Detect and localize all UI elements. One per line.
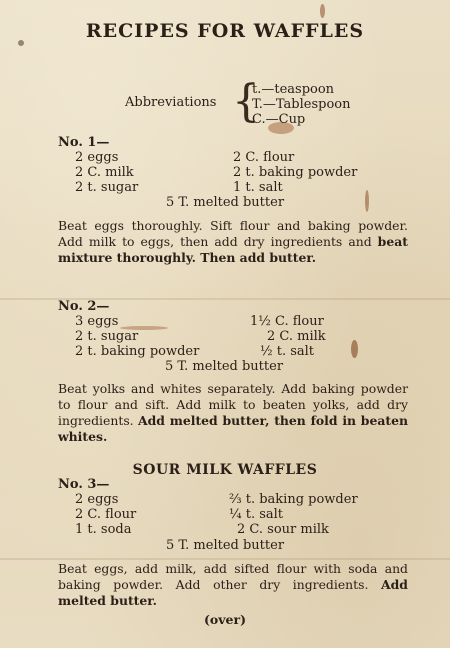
ingredient: 2 t. sugar	[75, 329, 139, 344]
section-heading: SOUR MILK WAFFLES	[132, 462, 318, 478]
fold-crease	[0, 558, 450, 560]
recipe-number: No. 2—	[58, 299, 110, 314]
abbreviation-item: T.—Tablespoon	[252, 97, 351, 112]
recipe-number: No. 3—	[58, 477, 110, 492]
ingredient: 2 t. baking powder	[75, 344, 200, 359]
ingredient: ⅔ t. baking powder	[229, 492, 358, 507]
ingredient: 2 t. baking powder	[233, 165, 358, 180]
ingredient: ½ t. salt	[260, 344, 315, 359]
ingredient: 2 C. milk	[267, 329, 326, 344]
ink-stain	[365, 190, 369, 212]
abbreviation-item: C.—Cup	[252, 112, 306, 127]
ingredient: 2 t. sugar	[75, 180, 139, 195]
instructions-bold-text: Add melted butter, then fold in beaten whites.	[58, 413, 408, 444]
abbreviation-item: t.—teaspoon	[252, 82, 335, 97]
instructions-text: Beat eggs, add milk, add sifted flour with soda and baking powder. Add other dry ingredients.	[58, 561, 408, 592]
brace-icon: {	[232, 76, 260, 127]
ingredient: 1 t. salt	[233, 180, 283, 195]
abbreviations-label: Abbreviations	[125, 95, 217, 110]
instructions-text: Beat yolks and whites separately. Add baking powder to flour and sift. Add milk to beaten yolks, add dry ingredients.	[58, 381, 408, 428]
ingredient: 2 eggs	[75, 150, 119, 165]
ink-stain	[351, 340, 358, 358]
ingredient: 2 C. flour	[233, 150, 295, 165]
ingredient: 5 T. melted butter	[166, 538, 285, 553]
ingredient: 5 T. melted butter	[166, 195, 285, 210]
recipe-instructions	[58, 218, 408, 266]
ingredient: 5 T. melted butter	[165, 359, 284, 374]
ingredient: 2 eggs	[75, 492, 119, 507]
ingredient: ¼ t. salt	[229, 507, 284, 522]
ingredient: 3 eggs	[75, 314, 119, 329]
ingredient: 2 C. milk	[75, 165, 134, 180]
ink-stain	[320, 4, 325, 18]
footer-over: (over)	[204, 612, 246, 627]
page-title: RECIPES FOR WAFFLES	[85, 20, 365, 42]
ingredient: 1½ C. flour	[250, 314, 324, 329]
ingredient: 1 t. soda	[75, 522, 132, 537]
instructions-bold-text: beat mixture thoroughly. Then add butter.	[58, 234, 408, 265]
ingredient: 2 C. sour milk	[237, 522, 329, 537]
ingredient: 2 C. flour	[75, 507, 137, 522]
recipe-instructions	[58, 381, 408, 445]
instructions-text: Beat eggs thoroughly. Sift flour and baking powder. Add milk to eggs, then add dry ingredients and	[58, 218, 408, 249]
instructions-bold-text: Add melted butter.	[58, 577, 408, 608]
recipe-number: No. 1—	[58, 135, 110, 150]
recipe-instructions	[58, 561, 408, 609]
